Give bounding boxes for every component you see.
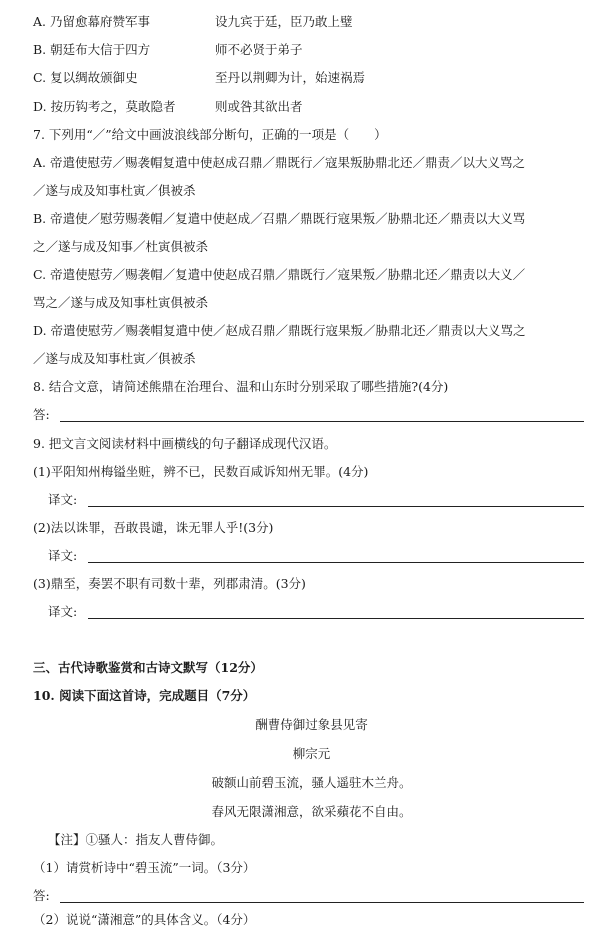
q7-option-c-line2: 骂之／遂与成及知事杜寅俱被杀 — [33, 295, 209, 310]
q10-sub-1: （1）请赏析诗中“碧玉流”一词。（3分） — [33, 860, 256, 875]
option-c-left: C. 复以绸故颁御史 — [33, 70, 138, 85]
poem-line-1: 破额山前碧玉流，骚人遥驻木兰舟。 — [211, 775, 412, 790]
q9-sub-3: (3)鼎至，奏罢不职有司数十辈，列郡肃清。(3分) — [33, 576, 306, 591]
q9-sub-2: (2)法以诛罪，吾敢畏谴，诛无罪人乎!(3分) — [33, 520, 274, 535]
option-d-row — [33, 99, 303, 115]
q7-option-a-line2: ／遂与成及知事杜寅／俱被杀 — [33, 183, 196, 198]
q9-1-answer-line[interactable] — [88, 506, 584, 507]
option-a-right: 设九宾于廷，臣乃敢上璧 — [215, 14, 353, 29]
section-3-heading: 三、古代诗歌鉴赏和古诗文默写（12分） — [33, 660, 263, 675]
q7-option-a-line1: A. 帝遣使慰劳／赐袭帽复遣中使赵成召鼎／鼎既行／寇果叛胁鼎北还／鼎责／以大义骂之 — [33, 155, 525, 170]
q7-option-d-line1: D. 帝遣使慰劳／赐袭帽复遣中使／赵成召鼎／鼎既行寇果叛／胁鼎北还／鼎责以大义骂之 — [33, 323, 526, 338]
option-a-row — [33, 14, 353, 30]
q7-option-b-line1: B. 帝遣使／慰劳赐袭帽／复遣中使赵成／召鼎／鼎既行寇果叛／胁鼎北还／鼎责以大义骂 — [33, 211, 526, 226]
question-9: 9. 把文言文阅读材料中画横线的句子翻译成现代汉语。 — [33, 436, 337, 451]
q9-2-translation-label: 译文: — [48, 548, 78, 563]
question-10: 10. 阅读下面这首诗，完成题目（7分） — [33, 688, 256, 703]
q10-sub-2: （2）说说“潇湘意”的具体含义。（4分） — [33, 912, 256, 927]
q9-3-answer-line[interactable] — [88, 618, 584, 619]
question-8: 8. 结合文意，请简述熊鼎在治理台、温和山东时分别采取了哪些措施?(4分) — [33, 379, 449, 394]
q7-option-c-line1: C. 帝遣使慰劳／赐袭帽／复遣中使赵成召鼎／鼎既行／寇果叛／胁鼎北还／鼎责以大义／ — [33, 267, 526, 282]
option-d-left: D. 按历钩考之，莫敢隐者 — [33, 99, 176, 114]
question-7: 7. 下列用“／”给文中画波浪线部分断句，正确的一项是（ ） — [33, 127, 387, 142]
poem-title: 酬曹侍御过象县见寄 — [255, 717, 368, 732]
option-d-right: 则或咎其欲出者 — [215, 99, 303, 114]
q7-option-d-line2: ／遂与成及知事杜寅／俱被杀 — [33, 351, 196, 366]
option-b-right: 师不必贤于弟子 — [215, 42, 303, 57]
option-b-row — [33, 42, 303, 58]
q8-answer-line[interactable] — [60, 421, 584, 422]
q9-2-answer-line[interactable] — [88, 562, 584, 563]
q10-1-answer-line[interactable] — [60, 902, 584, 903]
poem-line-2: 春风无限潇湘意，欲采蘋花不自由。 — [211, 804, 412, 819]
q7-option-b-line2: 之／遂与成及知事／杜寅俱被杀 — [33, 239, 209, 254]
q8-answer-label: 答: — [33, 407, 50, 422]
option-c-right: 至丹以荆卿为计，始速祸焉 — [215, 70, 366, 85]
q9-1-translation-label: 译文: — [48, 492, 78, 507]
q9-3-translation-label: 译文: — [48, 604, 78, 619]
option-c-row — [33, 70, 366, 86]
poem-note: 【注】①骚人：指友人曹侍御。 — [48, 832, 224, 847]
option-a-left: A. 乃留愈幕府赞军事 — [33, 14, 150, 29]
option-b-left: B. 朝廷布大信于四方 — [33, 42, 151, 57]
q10-1-answer-label: 答: — [33, 888, 50, 903]
q9-sub-1: (1)平阳知州梅镒坐赃，辨不已，民数百咸诉知州无罪。(4分) — [33, 464, 369, 479]
poem-author: 柳宗元 — [292, 746, 331, 761]
